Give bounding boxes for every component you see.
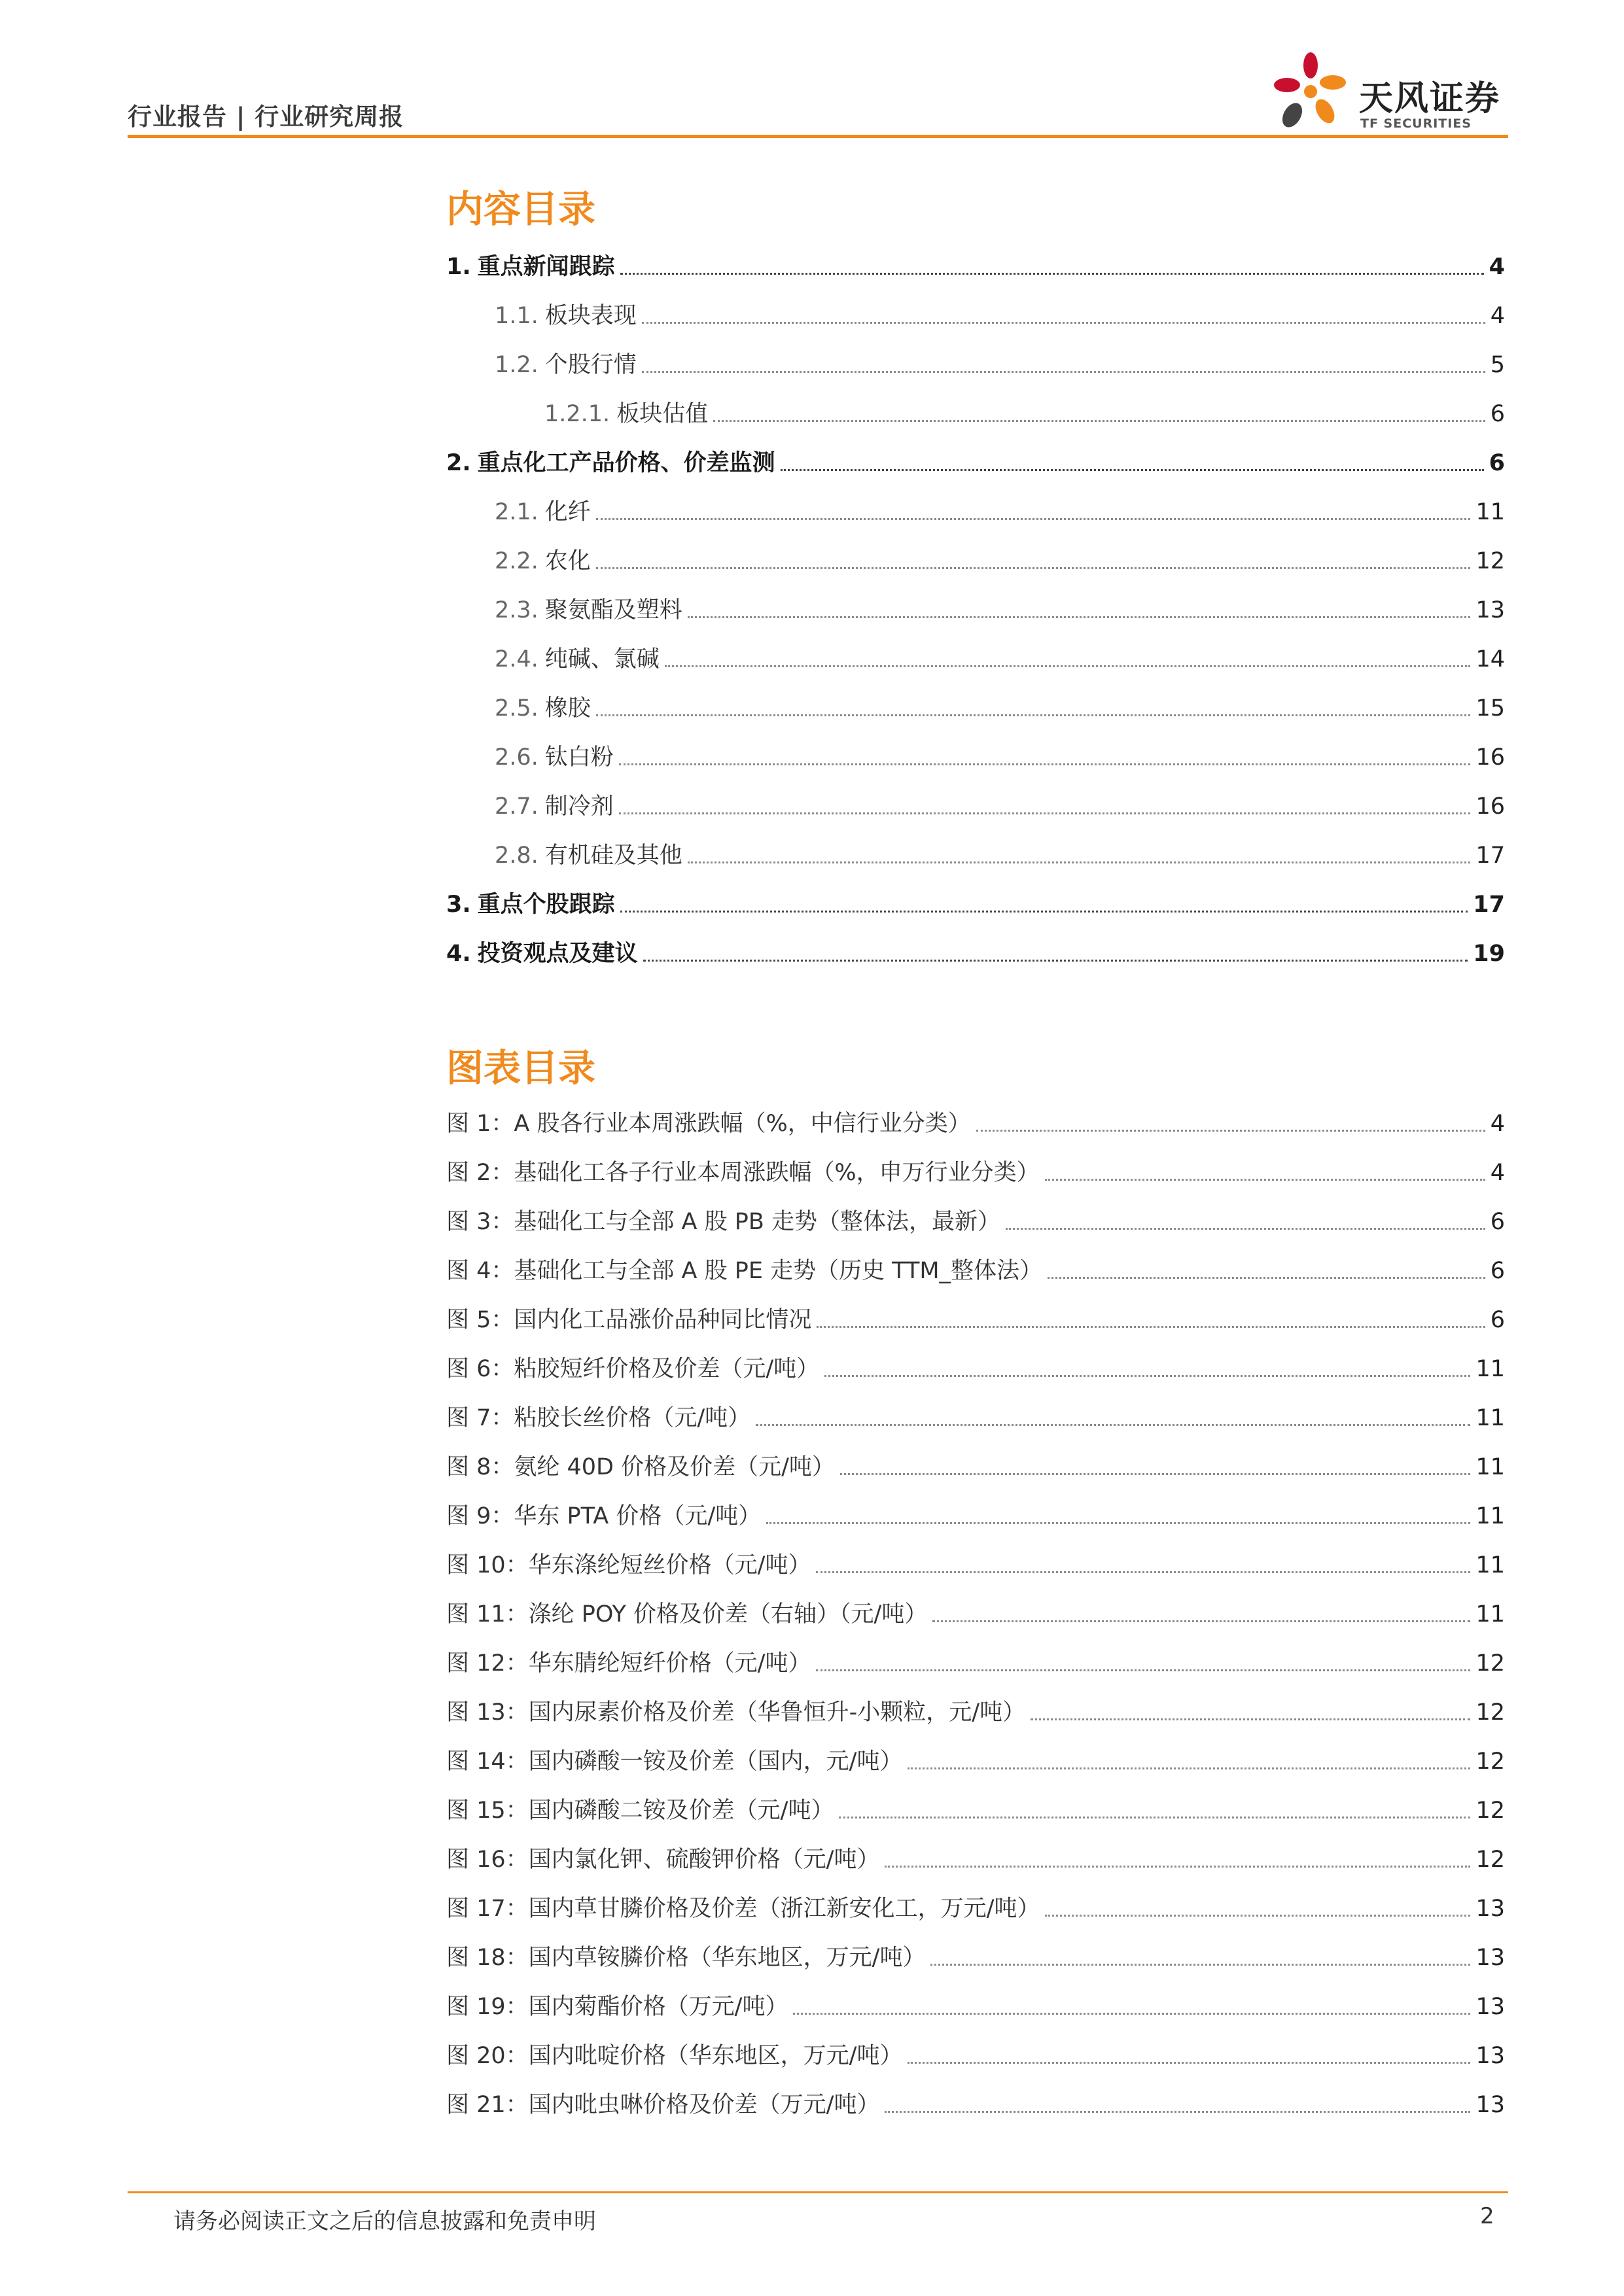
dot-leader xyxy=(839,1817,1470,1818)
dot-leader xyxy=(908,1767,1470,1769)
figure-entry[interactable] xyxy=(446,1890,1505,1923)
figure-entry-page: 6 xyxy=(1490,1307,1505,1333)
dot-leader xyxy=(793,2013,1470,2015)
figure-entry-page: 6 xyxy=(1490,1258,1505,1284)
figure-entry-page: 13 xyxy=(1475,1994,1505,2020)
figure-entry-title: 图 4：基础化工与全部 A 股 PE 走势（历史 TTM_整体法） xyxy=(446,1258,1043,1284)
figure-entry-title: 图 9：华东 PTA 价格（元/吨） xyxy=(446,1503,762,1529)
toc-entry-number: 2.5. xyxy=(495,695,538,722)
dot-leader xyxy=(620,911,1468,913)
figure-entry-page: 13 xyxy=(1475,2092,1505,2118)
toc-entry-title: 橡胶 xyxy=(544,695,591,722)
figure-entry[interactable] xyxy=(446,1155,1505,1187)
figure-entry[interactable] xyxy=(446,1351,1505,1383)
toc-entry[interactable] xyxy=(446,886,1505,919)
page-number: 2 xyxy=(1480,2203,1494,2229)
dot-leader xyxy=(885,2111,1470,2113)
figure-entry-title: 图 20：国内吡啶价格（华东地区，万元/吨） xyxy=(446,2043,903,2069)
toc-entry-label xyxy=(495,351,637,379)
dot-leader xyxy=(1045,1179,1485,1181)
dot-leader xyxy=(620,273,1484,275)
figure-entry[interactable] xyxy=(446,1743,1505,1776)
toc-entry-page: 4 xyxy=(1490,303,1505,329)
figure-entry-page: 11 xyxy=(1475,1503,1505,1529)
figure-entry-page: 13 xyxy=(1475,1896,1505,1922)
toc-entry-label xyxy=(446,252,615,281)
dot-leader xyxy=(619,763,1471,765)
toc-entry-label xyxy=(446,890,615,919)
toc-entry-title: 化纤 xyxy=(544,499,591,525)
toc-entry-number: 2.1. xyxy=(495,499,538,525)
toc-entry-label xyxy=(495,694,591,723)
figure-entry[interactable] xyxy=(446,1939,1505,1972)
dot-leader xyxy=(1045,1915,1470,1917)
figure-entry-title: 图 2：基础化工各子行业本周涨跌幅（%，申万行业分类） xyxy=(446,1160,1040,1186)
page-header xyxy=(128,0,1508,144)
toc-entry-title: 制冷剂 xyxy=(544,793,614,820)
toc-entry-number: 1.1. xyxy=(495,303,538,329)
figure-entry[interactable] xyxy=(446,1989,1505,2021)
figure-entry[interactable] xyxy=(446,2038,1505,2070)
figure-entry-page: 11 xyxy=(1475,1601,1505,1627)
figure-entry[interactable] xyxy=(446,2087,1505,2119)
figure-entry-title: 图 1：A 股各行业本周涨跌幅（%，中信行业分类） xyxy=(446,1111,971,1137)
figure-entry-page: 11 xyxy=(1475,1552,1505,1578)
toc-entry-number: 1.2.1. xyxy=(544,401,610,427)
dot-leader xyxy=(816,1571,1470,1573)
figure-entry-page: 4 xyxy=(1490,1160,1505,1186)
toc-entry-label xyxy=(495,498,591,527)
toc-entry-page: 16 xyxy=(1475,744,1505,771)
toc-entry[interactable] xyxy=(446,837,1505,870)
figure-entry-page: 11 xyxy=(1475,1405,1505,1431)
figure-entry[interactable] xyxy=(446,1841,1505,1874)
toc-entry-label xyxy=(495,596,682,625)
dot-leader xyxy=(642,322,1485,324)
toc-entry-title: 聚氨酯及塑料 xyxy=(544,597,682,623)
report-type-title: 行业报告 | 行业研究周报 xyxy=(128,103,404,131)
figure-entry-page: 6 xyxy=(1490,1209,1505,1235)
figure-entry-title: 图 6：粘胶短纤价格及价差（元/吨） xyxy=(446,1356,820,1382)
toc-entry[interactable] xyxy=(446,396,1505,428)
toc-entry-page: 6 xyxy=(1489,450,1505,476)
toc-entry[interactable] xyxy=(446,347,1505,379)
toc-entry-label xyxy=(495,792,614,821)
toc-entry-label xyxy=(446,939,638,968)
figure-entry[interactable] xyxy=(446,1105,1505,1138)
toc-entry-label xyxy=(446,449,775,478)
figure-entry[interactable] xyxy=(446,1253,1505,1285)
figure-entry[interactable] xyxy=(446,1400,1505,1433)
toc-entry-page: 6 xyxy=(1490,401,1505,427)
toc-entry-title: 纯碱、氯碱 xyxy=(544,646,660,672)
toc-entry-label xyxy=(495,645,660,674)
toc-entry[interactable] xyxy=(446,690,1505,723)
toc-entry-title: 重点化工产品价格、价差监测 xyxy=(477,450,775,476)
figure-entry-title: 图 10：华东涤纶短丝价格（元/吨） xyxy=(446,1552,811,1578)
figure-entry[interactable] xyxy=(446,1596,1505,1629)
toc-entry[interactable] xyxy=(446,298,1505,330)
dot-leader xyxy=(781,469,1484,471)
toc-entry-title: 农化 xyxy=(544,548,591,574)
figure-entry-title: 图 7：粘胶长丝价格（元/吨） xyxy=(446,1405,751,1431)
toc-entry-title: 个股行情 xyxy=(544,352,637,378)
figure-entry-page: 13 xyxy=(1475,2043,1505,2069)
dot-leader xyxy=(596,567,1471,569)
dot-leader xyxy=(642,371,1485,373)
dot-leader xyxy=(619,812,1471,814)
toc-entry-title: 有机硅及其他 xyxy=(544,843,682,869)
dot-leader xyxy=(756,1424,1470,1426)
toc-entry-title: 钛白粉 xyxy=(544,744,614,771)
toc-entry-number: 2. xyxy=(446,450,471,476)
dot-leader xyxy=(688,861,1471,863)
toc-entry-page: 17 xyxy=(1475,843,1505,869)
toc-entry-number: 1. xyxy=(446,254,471,280)
figure-entry-page: 4 xyxy=(1490,1111,1505,1137)
figure-entry[interactable] xyxy=(446,1302,1505,1334)
figure-entry-page: 11 xyxy=(1475,1356,1505,1382)
figure-entry-title: 图 19：国内菊酯价格（万元/吨） xyxy=(446,1994,788,2020)
figure-entry-page: 12 xyxy=(1475,1699,1505,1726)
toc-entry-page: 4 xyxy=(1489,254,1505,280)
toc-entry-label xyxy=(544,400,708,428)
dot-leader xyxy=(713,420,1485,422)
toc-entry[interactable] xyxy=(446,494,1505,527)
toc-entry-label xyxy=(495,743,614,772)
toc-entry-page: 12 xyxy=(1475,548,1505,574)
figure-entry[interactable] xyxy=(446,1694,1505,1727)
footer-disclaimer: 请务必阅读正文之后的信息披露和免责申明 xyxy=(173,2208,596,2235)
toc-entry-number: 3. xyxy=(446,892,471,918)
toc-entry[interactable] xyxy=(446,543,1505,576)
figure-entry-title: 图 21：国内吡虫啉价格及价差（万元/吨） xyxy=(446,2092,880,2118)
toc-entry-page: 19 xyxy=(1473,941,1505,967)
figure-entry[interactable] xyxy=(446,1204,1505,1236)
dot-leader xyxy=(932,1620,1470,1622)
toc-entry-label xyxy=(495,547,591,576)
toc-entry-title: 重点新闻跟踪 xyxy=(477,254,615,280)
figure-entry-title: 图 15：国内磷酸二铵及价差（元/吨） xyxy=(446,1798,834,1824)
figure-entry-title: 图 5：国内化工品涨价品种同比情况 xyxy=(446,1307,812,1333)
figure-entry-title: 图 17：国内草甘膦价格及价差（浙江新安化工，万元/吨） xyxy=(446,1896,1040,1922)
toc-entry-number: 2.7. xyxy=(495,793,538,820)
figure-entry-page: 12 xyxy=(1475,1798,1505,1824)
toc-heading: 内容目录 xyxy=(446,188,595,231)
dot-leader xyxy=(840,1473,1471,1475)
toc-entry[interactable] xyxy=(446,445,1505,478)
toc-entry-number: 4. xyxy=(446,941,471,967)
dot-leader xyxy=(1031,1718,1470,1720)
figure-entry[interactable] xyxy=(446,1792,1505,1825)
figure-entry-title: 图 14：国内磷酸一铵及价差（国内，元/吨） xyxy=(446,1748,903,1775)
figure-entry-title: 图 8：氨纶 40D 价格及价差（元/吨） xyxy=(446,1454,835,1480)
toc-entry-title: 板块估值 xyxy=(616,401,709,427)
toc-entry[interactable] xyxy=(446,935,1505,968)
toc-entry-page: 5 xyxy=(1490,352,1505,378)
flower-logo-icon xyxy=(1273,51,1351,136)
dot-leader xyxy=(976,1130,1485,1132)
toc-entry-page: 11 xyxy=(1475,499,1505,525)
toc-entry-number: 2.8. xyxy=(495,843,538,869)
company-logo xyxy=(1273,51,1508,136)
dot-leader xyxy=(766,1522,1470,1524)
toc-entry-number: 1.2. xyxy=(495,352,538,378)
toc-entry[interactable] xyxy=(446,592,1505,625)
logo-english-name: TF SECURITIES xyxy=(1360,116,1472,131)
toc-entry-number: 2.6. xyxy=(495,744,538,771)
toc-entry[interactable] xyxy=(446,641,1505,674)
dot-leader xyxy=(885,1866,1470,1868)
toc-entry-page: 13 xyxy=(1475,597,1505,623)
dot-leader xyxy=(665,665,1471,667)
figure-entry[interactable] xyxy=(446,1449,1505,1482)
toc-entry-number: 2.3. xyxy=(495,597,538,623)
figure-entry[interactable] xyxy=(446,1547,1505,1580)
toc-entry-title: 重点个股跟踪 xyxy=(477,892,615,918)
figure-entry-title: 图 13：国内尿素价格及价差（华鲁恒升-小颗粒，元/吨） xyxy=(446,1699,1026,1726)
dot-leader xyxy=(824,1375,1470,1377)
figure-entry[interactable] xyxy=(446,1645,1505,1678)
figure-entry[interactable] xyxy=(446,1498,1505,1531)
toc-entry[interactable] xyxy=(446,788,1505,821)
toc-entry-number: 2.4. xyxy=(495,646,538,672)
figure-entry-title: 图 18：国内草铵膦价格（华东地区，万元/吨） xyxy=(446,1945,926,1971)
dot-leader xyxy=(1006,1228,1485,1230)
dot-leader xyxy=(1048,1277,1485,1279)
dot-leader xyxy=(596,714,1471,716)
footer-divider xyxy=(128,2191,1508,2193)
figure-entry-title: 图 3：基础化工与全部 A 股 PB 走势（整体法，最新） xyxy=(446,1209,1000,1235)
toc-entry[interactable] xyxy=(446,739,1505,772)
toc-entry-page: 17 xyxy=(1473,892,1505,918)
toc-entry-label xyxy=(495,302,637,330)
dot-leader xyxy=(688,616,1471,618)
dot-leader xyxy=(596,518,1471,520)
toc-entry-title: 板块表现 xyxy=(544,303,637,329)
figure-entry-title: 图 16：国内氯化钾、硫酸钾价格（元/吨） xyxy=(446,1847,880,1873)
logo-chinese-name: 天风证券 xyxy=(1359,79,1501,118)
toc-entry[interactable] xyxy=(446,249,1505,281)
toc-entry-page: 15 xyxy=(1475,695,1505,722)
dot-leader xyxy=(908,2062,1470,2064)
toc-entry-page: 14 xyxy=(1475,646,1505,672)
figure-entry-page: 13 xyxy=(1475,1945,1505,1971)
toc-entry-number: 2.2. xyxy=(495,548,538,574)
toc-entry-page: 16 xyxy=(1475,793,1505,820)
figure-entry-page: 12 xyxy=(1475,1650,1505,1677)
figure-entry-title: 图 12：华东腈纶短纤价格（元/吨） xyxy=(446,1650,811,1677)
toc-entry-label xyxy=(495,841,682,870)
toc-entry-title: 投资观点及建议 xyxy=(477,941,638,967)
dot-leader xyxy=(816,1669,1470,1671)
dot-leader xyxy=(930,1964,1470,1966)
figure-entry-page: 12 xyxy=(1475,1847,1505,1873)
figure-entry-page: 11 xyxy=(1475,1454,1505,1480)
figures-heading: 图表目录 xyxy=(446,1047,595,1090)
dot-leader xyxy=(643,960,1468,962)
figure-entry-page: 12 xyxy=(1475,1748,1505,1775)
figure-entry-title: 图 11：涤纶 POY 价格及价差（右轴）（元/吨） xyxy=(446,1601,928,1627)
dot-leader xyxy=(817,1326,1485,1328)
